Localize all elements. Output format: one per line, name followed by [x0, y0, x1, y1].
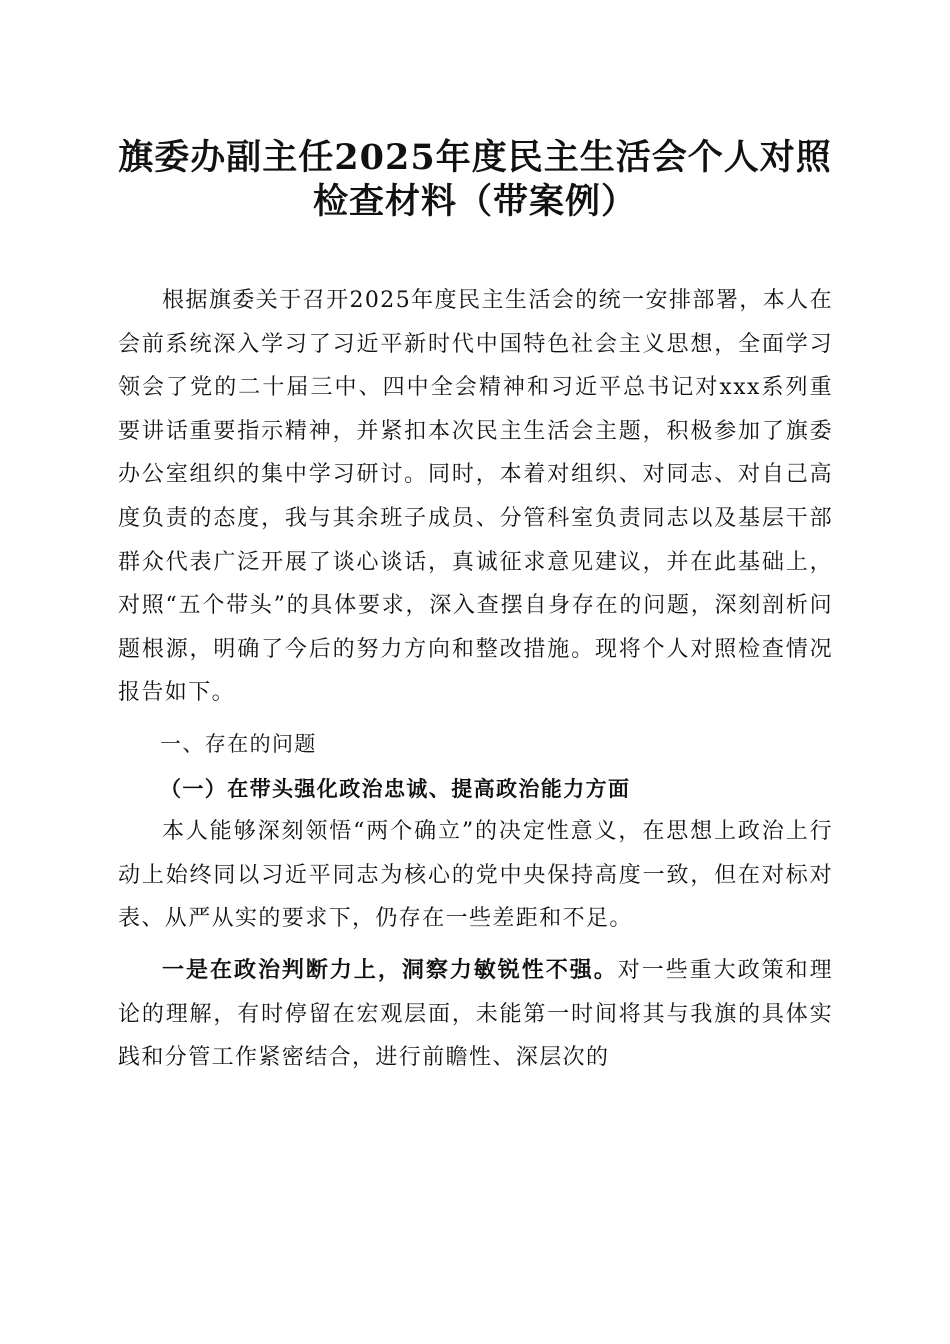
document-body: [118, 279, 833, 1080]
point-1-lead: 一是在政治判断力上，洞察力敏锐性不强。: [162, 956, 618, 983]
point-1-text: 对一些重大政策和理论的理解，有时停留在宏观层面，未能第一时间将其与我旗的具体实践和分管工作紧密结合，进行前瞻性、深层次的: [118, 957, 833, 1071]
subsection-heading-political-loyalty: （一）在带头强化政治忠诚、提高政治能力方面: [160, 775, 631, 801]
subsection-paragraph: 本人能够深刻领悟“两个确立”的决定性意义，在思想上政治上行动上始终同以习近平同志为核心的党中央保持高度一致，但在对标对表、从严从实的要求下，仍存在一些差距和不足。: [118, 819, 833, 932]
intro-paragraph: 根据旗委关于召开2025年度民主生活会的统一安排部署，本人在会前系统深入学习了习近平新时代中国特色社会主义思想，全面学习领会了党的二十届三中、四中全会精神和习近平总书记对xxx系列重要讲话重要指示精神，并紧扣本次民主生活会主题，积极参加了旗委办公室组织的集中学习研讨。同时，本着对组织、对同志、对自己高度负责的态度，我与其余班子成员、分管科室负责同志以及基层干部群众代表广泛开展了谈心谈话，真诚征求意见建议，并在此基础上，对照“五个带头”的具体要求，深入查摆自身存在的问题，深刻剖析问题根源，明确了今后的努力方向和整改措施。现将个人对照检查情况报告如下。: [118, 288, 833, 706]
document-title: [0, 136, 950, 224]
point-1-paragraph: [118, 949, 833, 1080]
section-heading-problems: 一、存在的问题: [160, 731, 317, 756]
title-line-1: 旗委办副主任2025年度民主生活会个人对照: [118, 137, 832, 178]
title-line-2: 检查材料（带案例）: [312, 181, 637, 222]
